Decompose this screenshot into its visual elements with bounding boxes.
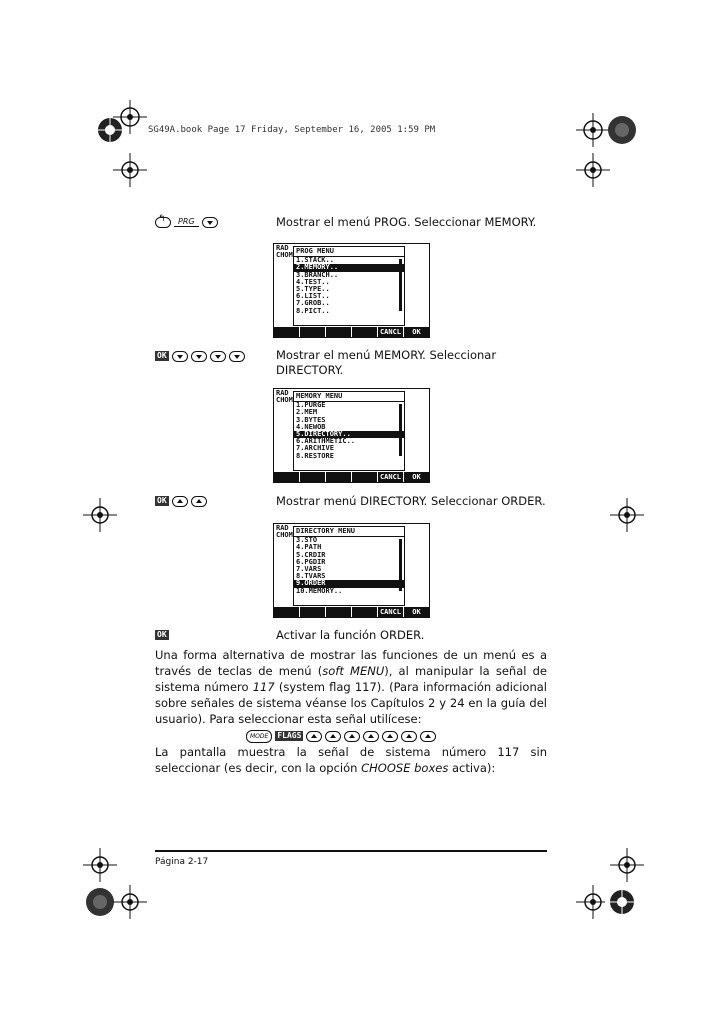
menu-title: PROG MENU: [294, 247, 404, 257]
softkey-blank[interactable]: [325, 327, 351, 337]
softkey-bar: [274, 607, 429, 617]
arrow-up-key-icon: [420, 731, 436, 742]
menu-item[interactable]: 3.BRANCH..: [296, 270, 339, 279]
mode-key: MODE: [246, 730, 272, 743]
choose-box: [293, 391, 405, 471]
menu-item[interactable]: 4.NEWOB: [296, 422, 326, 431]
page-number: Página 2-17: [155, 857, 209, 867]
arrow-up-key-icon: [306, 731, 322, 742]
menu-item[interactable]: 10.MEMORY..: [296, 586, 343, 595]
softkey-bar: [274, 327, 429, 337]
calculator-screen: [273, 388, 430, 483]
menu-item[interactable]: 5.CRDIR: [296, 550, 326, 559]
scrollbar[interactable]: [399, 259, 402, 311]
registration-mark-icon: [605, 113, 639, 147]
softkey-cancel[interactable]: CANCL: [377, 327, 403, 337]
menu-item[interactable]: 3.BYTES: [296, 415, 326, 424]
softkey-ok[interactable]: OK: [403, 472, 429, 482]
arrow-up-key-icon: [363, 731, 379, 742]
step-description: Mostrar menú DIRECTORY. Seleccionar ORDER.: [276, 494, 546, 508]
arrow-up-key-icon: [172, 496, 188, 507]
softkey-blank[interactable]: [351, 472, 377, 482]
ok-softkey: OK: [157, 630, 167, 639]
softkey-blank[interactable]: [274, 472, 299, 482]
menu-title: DIRECTORY MENU: [294, 527, 404, 537]
body-paragraph: La pantalla muestra la señal de sistema número 117 sin seleccionar (es decir, con la opción CHOOSE boxes activa):: [155, 745, 547, 775]
menu-item-selected[interactable]: 5.DIRECTORY..: [294, 431, 404, 438]
softkey-blank[interactable]: [299, 607, 325, 617]
directory-mode: CHOM: [276, 531, 293, 539]
scrollbar[interactable]: [399, 404, 402, 456]
keystroke-sequence: [155, 627, 169, 643]
angle-mode: RAD: [276, 389, 289, 397]
menu-item[interactable]: 7.GROB..: [296, 299, 330, 308]
choose-box: [293, 246, 405, 326]
menu-item[interactable]: 8.TVARS: [296, 572, 326, 581]
softkey-blank[interactable]: [299, 472, 325, 482]
softkey-blank[interactable]: [299, 327, 325, 337]
directory-mode: CHOM: [276, 396, 293, 404]
menu-item[interactable]: 5.TYPE..: [296, 285, 330, 294]
left-shift-key-icon: [155, 217, 171, 228]
soft-menu-term: soft MENU: [322, 664, 385, 678]
arrow-down-key-icon: [191, 351, 207, 362]
softkey-ok[interactable]: OK: [403, 607, 429, 617]
menu-item-selected[interactable]: 2.MEMORY..: [294, 264, 404, 271]
choose-box: [293, 526, 405, 606]
softkey-blank[interactable]: [325, 472, 351, 482]
menu-item[interactable]: 1.PURGE: [296, 401, 326, 410]
crosshair-mark-icon: [113, 100, 147, 134]
menu-item[interactable]: 1.STACK..: [296, 256, 334, 265]
softkey-cancel[interactable]: CANCL: [377, 607, 403, 617]
softkey-blank[interactable]: [351, 607, 377, 617]
step-description: Mostrar el menú PROG. Seleccionar MEMORY.: [276, 215, 537, 229]
angle-mode: RAD: [276, 244, 289, 252]
arrow-down-key-icon: [202, 217, 218, 228]
arrow-up-key-icon: [191, 496, 207, 507]
file-stamp: SG49A.book Page 17 Friday, September 16, 2005 1:59 PM: [148, 125, 436, 135]
menu-title: MEMORY MENU: [294, 392, 404, 402]
arrow-down-key-icon: [172, 351, 188, 362]
arrow-up-key-icon: [344, 731, 360, 742]
ok-softkey: OK: [157, 351, 167, 360]
softkey-blank[interactable]: [325, 607, 351, 617]
menu-item-selected[interactable]: 9.ORDER: [294, 580, 404, 587]
ok-softkey: OK: [157, 496, 167, 505]
menu-item[interactable]: 4.TEST..: [296, 277, 330, 286]
flags-softkey: FLAGS: [277, 731, 302, 740]
menu-item[interactable]: 2.MEM: [296, 408, 318, 417]
choose-boxes-term: CHOOSE boxes: [361, 761, 449, 775]
calculator-screen: [273, 243, 430, 338]
softkey-cancel[interactable]: CANCL: [377, 472, 403, 482]
step-description: Mostrar el menú MEMORY. Seleccionar DIRECTORY.: [276, 348, 497, 377]
menu-item[interactable]: 8.PICT..: [296, 306, 330, 315]
menu-item[interactable]: 6.LIST..: [296, 292, 330, 301]
softkey-blank[interactable]: [274, 607, 299, 617]
softkey-blank[interactable]: [351, 327, 377, 337]
step-description: Activar la función ORDER.: [276, 628, 425, 642]
menu-item[interactable]: 3.STO: [296, 536, 318, 545]
body-paragraph: Una forma alternativa de mostrar las funciones de un menú es a través de teclas de menú (soft MENU), al manipular la señal de sistema número 117 (system flag 117). (Para información adicional sobre señales de sistema véanse los Capítulos 2 y 24 en la guía del usuario). Para seleccionar esta señal utilícese:: [155, 648, 547, 726]
crosshair-mark-icon: [83, 848, 117, 882]
scrollbar[interactable]: [399, 539, 402, 591]
arrow-up-key-icon: [325, 731, 341, 742]
flag-keystroke-sequence: [246, 728, 436, 744]
directory-mode: CHOM: [276, 251, 293, 259]
calculator-screen: [273, 523, 430, 618]
menu-item[interactable]: 4.PATH: [296, 543, 322, 552]
crosshair-mark-icon: [576, 153, 610, 187]
keystroke-sequence: [155, 348, 245, 364]
keystroke-sequence: [155, 493, 207, 509]
softkey-blank[interactable]: [274, 327, 299, 337]
arrow-down-key-icon: [210, 351, 226, 362]
menu-item[interactable]: 6.ARITHMETIC..: [296, 437, 356, 446]
prog-key-label: PRG: [174, 217, 199, 227]
softkey-bar: [274, 472, 429, 482]
menu-item[interactable]: 7.VARS: [296, 565, 322, 574]
registration-mark-icon: [83, 885, 117, 919]
arrow-down-key-icon: [229, 351, 245, 362]
arrow-up-key-icon: [382, 731, 398, 742]
footer-rule: [155, 850, 547, 852]
menu-item[interactable]: 7.ARCHIVE: [296, 444, 334, 453]
menu-item[interactable]: 8.RESTORE: [296, 451, 334, 460]
registration-mark-icon: [605, 885, 639, 919]
crosshair-mark-icon: [610, 848, 644, 882]
crosshair-mark-icon: [610, 498, 644, 532]
crosshair-mark-icon: [113, 153, 147, 187]
crosshair-mark-icon: [83, 498, 117, 532]
softkey-ok[interactable]: OK: [403, 327, 429, 337]
crosshair-mark-icon: [113, 885, 147, 919]
keystroke-sequence: [155, 214, 218, 230]
arrow-up-key-icon: [401, 731, 417, 742]
angle-mode: RAD: [276, 524, 289, 532]
menu-item[interactable]: 6.PGDIR: [296, 557, 326, 566]
